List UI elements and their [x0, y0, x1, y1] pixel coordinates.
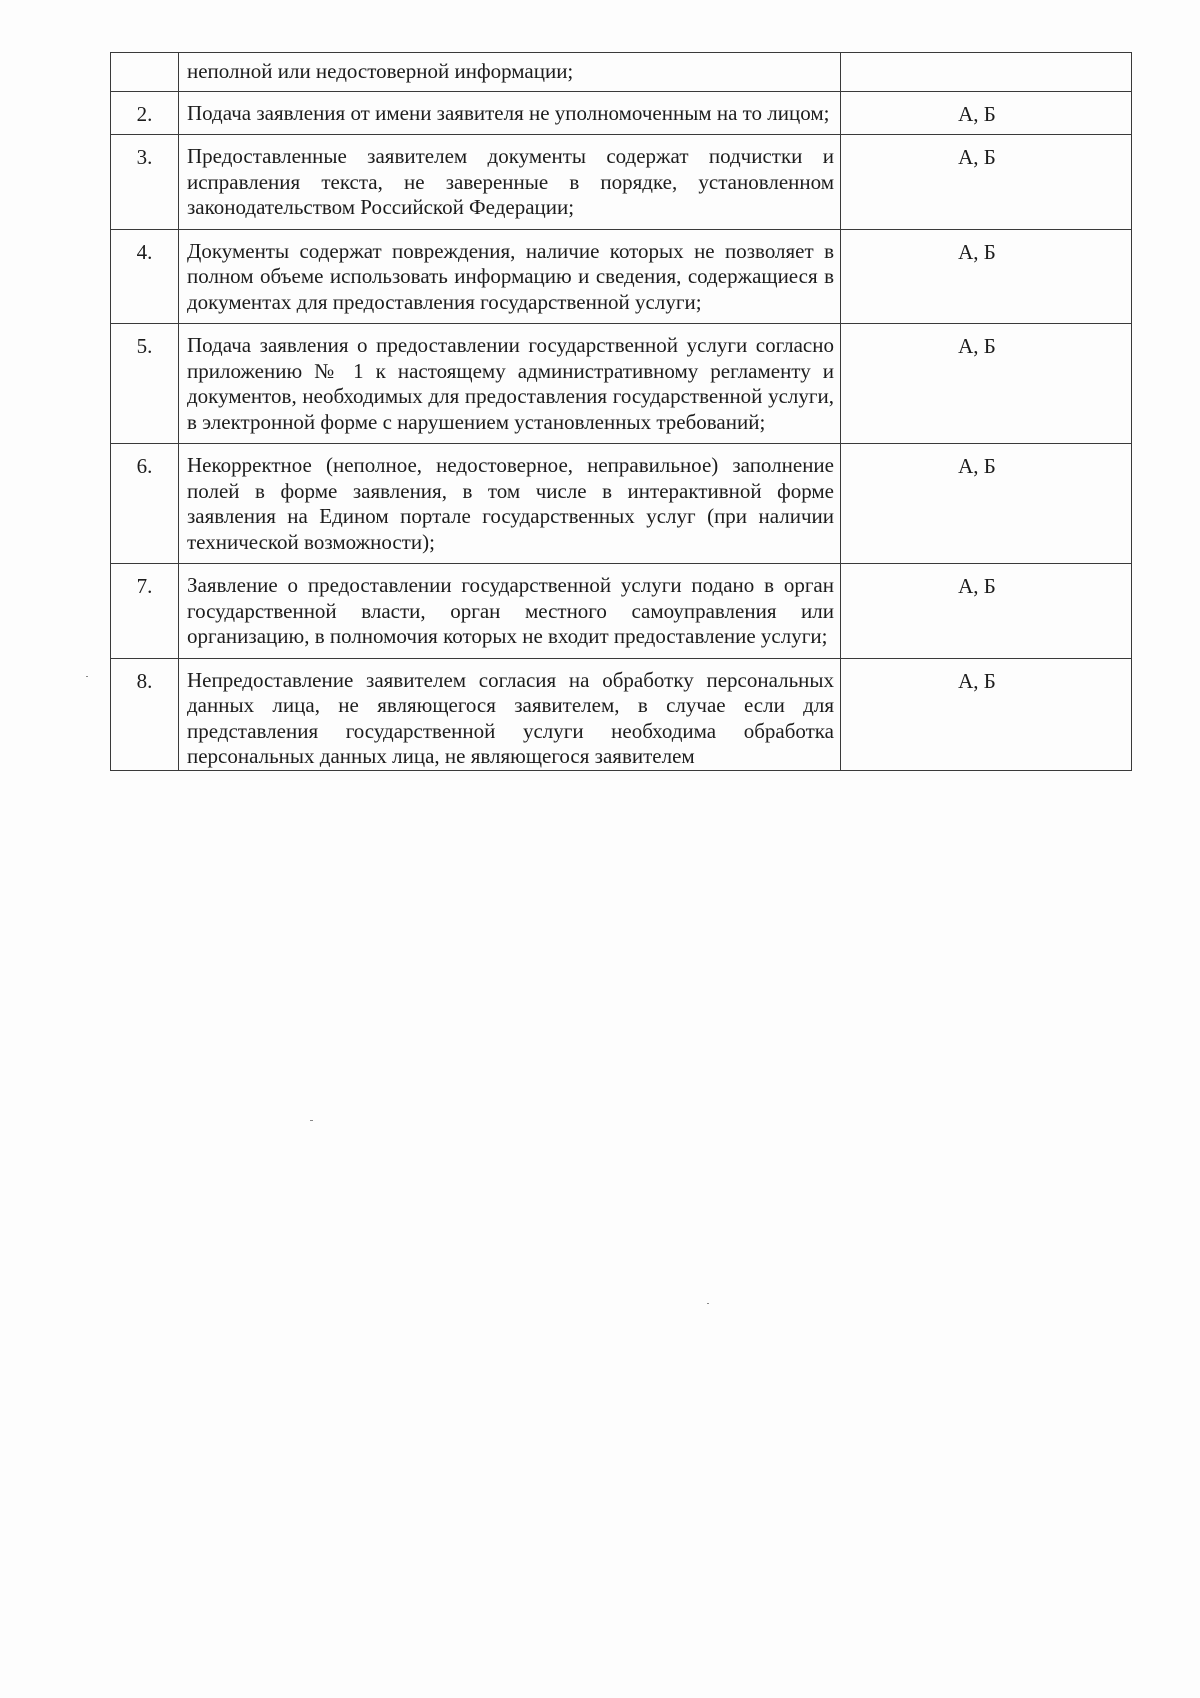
row-grounds-cell: [841, 53, 1132, 92]
row-text: Документы содержат повреждения, наличие которых не позволяет в полном объеме использовать информацию и сведения, содержащиеся в документах для предоставления государственной услуги;: [187, 238, 834, 314]
row-grounds: А, Б: [958, 145, 996, 169]
continuation-text: неполной или недостоверной информации;: [187, 59, 574, 83]
row-text: Предоставленные заявителем документы содержат подчистки и исправления текста, не заверенные в порядке, установленном законодательством Российской Федерации;: [187, 144, 834, 219]
row-grounds: А, Б: [958, 454, 996, 478]
table-row: [111, 135, 1132, 230]
scan-speck: [707, 1303, 709, 1304]
table-row: [111, 564, 1132, 659]
row-grounds: А, Б: [958, 668, 996, 693]
row-number: 2.: [136, 101, 153, 126]
row-text: Непредоставление заявителем согласия на обработку персональных данных лица, не являющегося заявителем, в случае если для представления государственной услуги необходима обработка персональных данных лица, не являющегося заявителем: [187, 667, 834, 768]
scan-speck: [310, 1120, 313, 1121]
row-number: 3.: [136, 145, 153, 169]
table-row-continuation: [111, 53, 1132, 92]
table-row: [111, 324, 1132, 444]
row-number: 8.: [136, 668, 153, 693]
row-number: 4.: [136, 239, 153, 264]
row-number-cell: [111, 53, 179, 92]
table-row: [111, 658, 1132, 770]
table-row: [111, 229, 1132, 324]
row-number: 5.: [136, 334, 153, 358]
row-grounds: А, Б: [958, 239, 996, 264]
row-text-cell: [179, 53, 841, 92]
row-grounds: А, Б: [958, 101, 996, 126]
row-text: Подача заявления от имени заявителя не уполномоченным на то лицом;: [187, 100, 830, 125]
refusal-grounds-table: [110, 52, 1132, 771]
row-number: 6.: [136, 454, 153, 478]
scan-speck: [86, 676, 88, 677]
table-row: [111, 444, 1132, 564]
row-text: Некорректное (неполное, недостоверное, неправильное) заполнение полей в форме заявления, в том числе в интерактивной форме заявления на Едином портале государственных услуг (при наличии технической возможности);: [187, 453, 834, 554]
row-grounds: А, Б: [958, 574, 996, 598]
row-text: Подача заявления о предоставлении государственной услуги согласно приложению № 1 к настоящему административному регламенту и документов, необходимых для предоставления государственной услуги, в электронной форме с нарушением установленных требований;: [187, 333, 834, 434]
row-number: 7.: [136, 574, 153, 598]
table-row: [111, 91, 1132, 135]
row-grounds: А, Б: [958, 334, 996, 358]
row-text: Заявление о предоставлении государственной услуги подано в орган государственной власти, орган местного самоуправления или организацию, в полномочия которых не входит предоставление услуги;: [187, 573, 834, 648]
